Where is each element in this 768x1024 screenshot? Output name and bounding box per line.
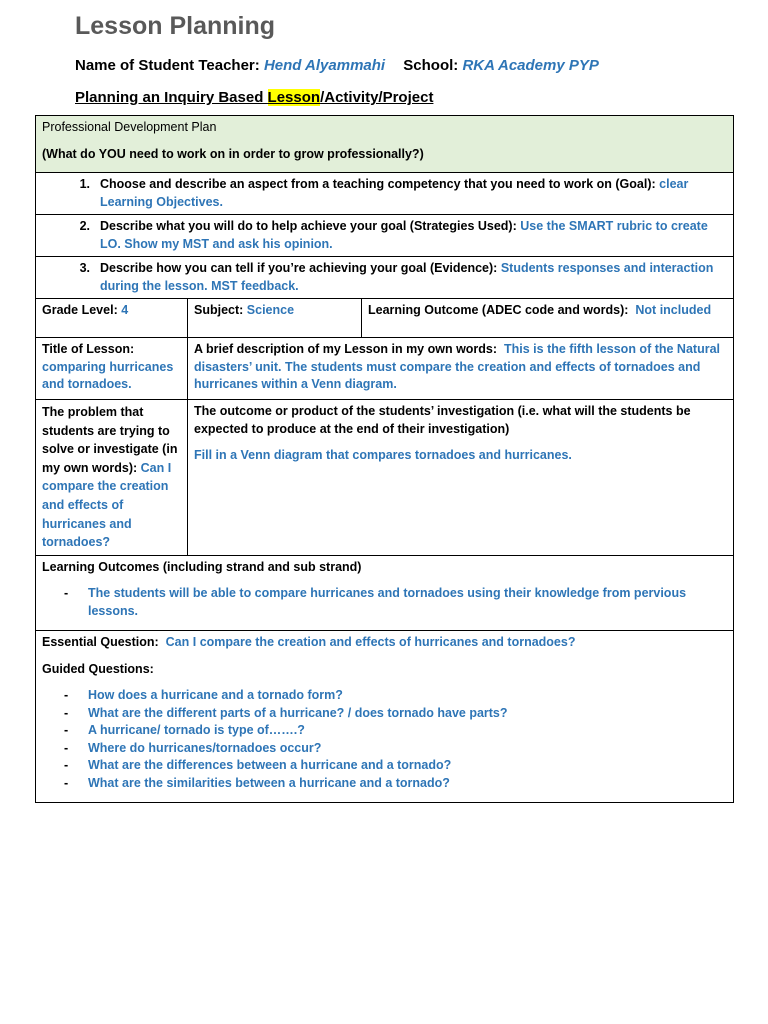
outcome-cell <box>362 299 734 338</box>
lesson-title-value: comparing hurricanes and tornadoes. <box>42 359 174 391</box>
pd-item <box>36 257 734 299</box>
subject-label: Subject: <box>194 303 244 317</box>
grade-value: 4 <box>121 303 129 317</box>
school-label: School: <box>403 57 459 74</box>
outcome-label: Learning Outcome (ADEC code and words): <box>368 303 629 317</box>
pd-item-label: Choose and describe an aspect from a teaching competency that you need to work on (Goal): <box>100 177 656 191</box>
subtitle <box>75 89 433 106</box>
subject-cell <box>188 299 362 338</box>
pd-plan-header-row <box>36 116 734 173</box>
pd-item-row <box>36 215 734 257</box>
pd-item <box>36 215 734 257</box>
subtitle-pre: Planning an Inquiry Based <box>75 89 268 106</box>
pd-item-number: 1. <box>79 177 90 191</box>
teacher-label: Name of Student Teacher: <box>75 57 260 74</box>
questions-cell <box>36 631 734 803</box>
investigation-outcome-label: The outcome or product of the students’ investigation (i.e. what will the students be expected to produce at the end of their investigation) <box>194 404 691 436</box>
problem-value: Can I compare the creation and effects of hurricanes and tornadoes? <box>42 460 172 550</box>
page-title: Lesson Planning <box>75 12 276 40</box>
problem-label: The problem that students are trying to solve or investigate (in my own words): <box>42 405 178 475</box>
list-item: - The students will be able to compare hurricanes and tornadoes using their knowledge from pervious lessons. <box>64 586 687 618</box>
pd-item-answer: Students responses and interaction during the lesson. MST feedback. <box>100 261 714 293</box>
pd-item <box>36 173 734 215</box>
lesson-title-label: Title of Lesson: <box>42 342 135 356</box>
pd-item-label: Describe how you can tell if you’re achieving your goal (Evidence): <box>100 261 498 275</box>
lesson-desc-value: This is the fifth lesson of the Natural disasters’ unit. The students must compare the creation and effects of tornadoes and hurricanes within a Venn diagram. <box>194 342 720 391</box>
list-item: - What are the similarities between a hurricane and a tornado? <box>64 775 450 790</box>
lesson-desc-label: A brief description of my Lesson in my own words: <box>194 342 498 356</box>
list-item: - What are the differences between a hurricane and a tornado? <box>64 758 452 773</box>
pd-item-number: 3. <box>79 261 90 275</box>
info-row <box>36 299 734 338</box>
subject-value: Science <box>246 303 295 317</box>
questions-row <box>36 631 734 803</box>
list-item: - What are the different parts of a hurricane? / does tornado have parts? <box>64 705 508 720</box>
lesson-title-cell <box>36 338 188 400</box>
pd-plan-question: (What do YOU need to work on in order to grow professionally?) <box>42 146 424 161</box>
investigation-outcome-cell <box>188 400 734 556</box>
list-item: - How does a hurricane and a tornado form? <box>64 688 343 703</box>
teacher-name: Hend Alyammahi <box>263 57 386 74</box>
guided-questions-list <box>42 687 727 792</box>
pd-item-row <box>36 173 734 215</box>
pd-plan-heading: Professional Development Plan <box>42 120 217 134</box>
guided-questions-label: Guided Questions: <box>42 661 154 676</box>
essential-question-label: Essential Question: <box>42 635 159 650</box>
problem-cell <box>36 400 188 556</box>
grade-label: Grade Level: <box>42 303 118 317</box>
pd-item-answer: clear Learning Objectives. <box>100 177 689 209</box>
outcome-value: Not included <box>635 303 712 317</box>
school-name: RKA Academy PYP <box>462 57 599 74</box>
list-item: - A hurricane/ tornado is type of…….? <box>64 723 305 738</box>
lesson-plan-table <box>35 115 734 803</box>
pd-item-number: 2. <box>79 219 90 233</box>
learning-outcomes-cell <box>36 555 734 631</box>
pd-item-row <box>36 257 734 299</box>
learning-outcomes-label: Learning Outcomes (including strand and sub strand) <box>42 559 362 574</box>
list-item: - Where do hurricanes/tornadoes occur? <box>64 740 322 755</box>
lesson-row <box>36 338 734 400</box>
pd-item-answer: Use the SMART rubric to create LO. Show my MST and ask his opinion. <box>100 219 708 251</box>
learning-outcomes-row <box>36 555 734 631</box>
grade-cell <box>36 299 188 338</box>
pd-item-label: Describe what you will do to help achieve your goal (Strategies Used): <box>100 219 517 233</box>
essential-question-value: Can I compare the creation and effects of hurricanes and tornadoes? <box>165 635 576 650</box>
lesson-desc-cell <box>188 338 734 400</box>
teacher-line <box>75 57 599 74</box>
subtitle-highlight: Lesson <box>267 89 321 106</box>
problem-row <box>36 400 734 556</box>
investigation-outcome-value: Fill in a Venn diagram that compares tornadoes and hurricanes. <box>194 448 572 462</box>
pd-plan-header <box>36 116 734 173</box>
subtitle-post: /Activity/Project <box>320 89 434 106</box>
